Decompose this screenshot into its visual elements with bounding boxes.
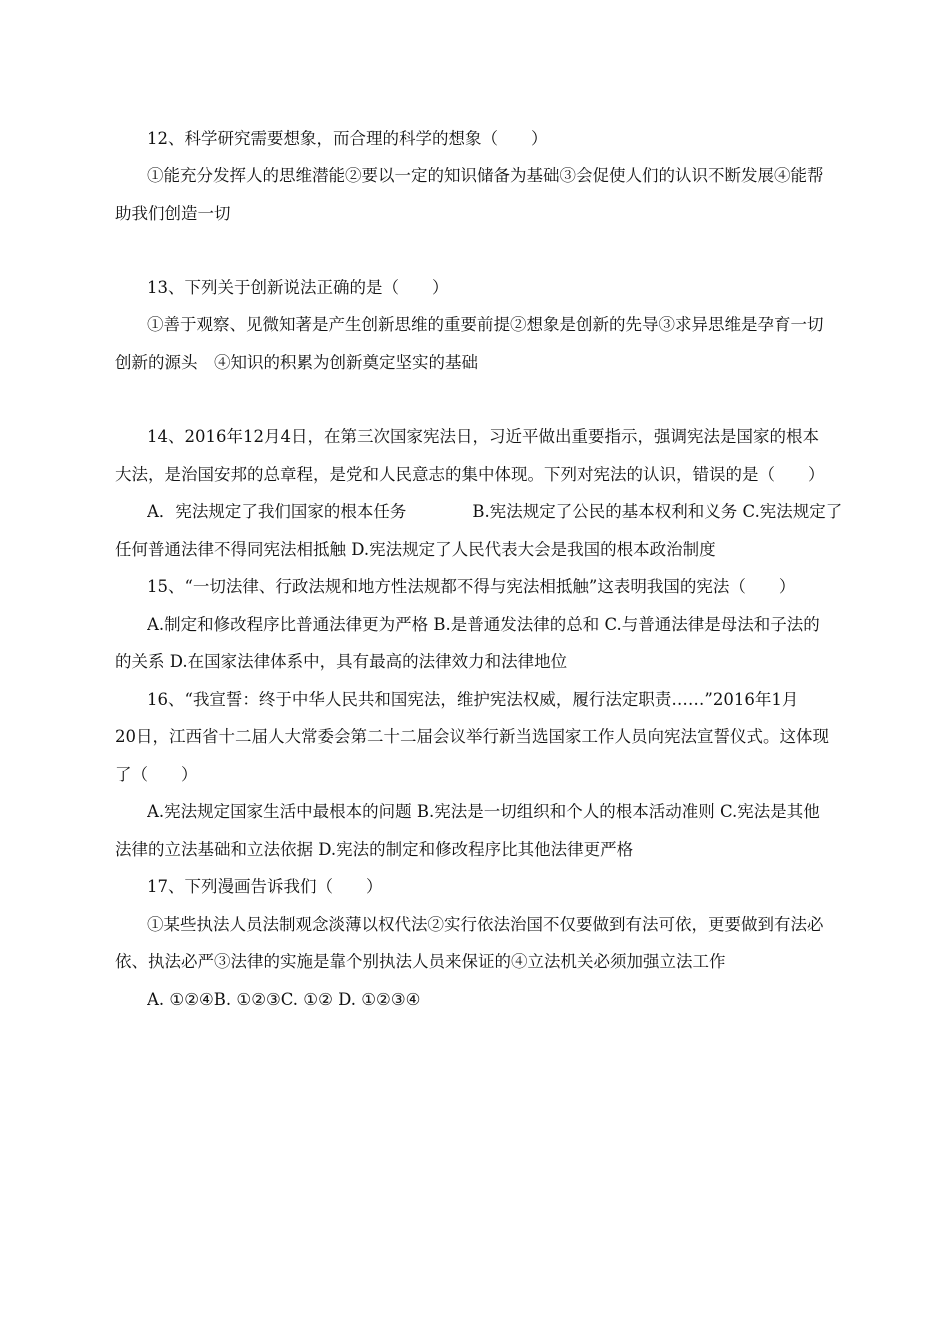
q14-options-line2: 任何普通法律不得同宪法相抵触 D.宪法规定了人民代表大会是我国的根本政治制度 (115, 540, 716, 559)
q13-statements-line1: ①善于观察、见微知著是产生创新思维的重要前提②想象是创新的先导③求异思维是孕育一切 (147, 315, 824, 334)
q12-stem: 12、科学研究需要想象，而合理的科学的想象（ ） (147, 129, 548, 148)
q14-options-line1: A．宪法规定了我们国家的根本任务 B.宪法规定了公民的基本权利和义务 C.宪法规定了 (147, 502, 843, 521)
q15-options-line2: 的关系 D.在国家法律体系中，具有最高的法律效力和法律地位 (115, 652, 568, 671)
q13-stem: 13、下列关于创新说法正确的是（ ） (147, 278, 449, 297)
q16-options-line2: 法律的立法基础和立法依据 D.宪法的制定和修改程序比其他法律更严格 (115, 840, 634, 859)
q13-statements-line2: 创新的源头 ④知识的积累为创新奠定坚实的基础 (115, 353, 478, 372)
q17-statements-line2: 依、执法必严③法律的实施是靠个别执法人员来保证的④立法机关必须加强立法工作 (115, 952, 726, 971)
q16-options-line1: A.宪法规定国家生活中最根本的问题 B.宪法是一切组织和个人的根本活动准则 C.宪法是其他 (147, 802, 820, 821)
q17-options: A. ①②④B. ①②③C. ①② D. ①②③④ (147, 990, 421, 1009)
q16-stem-line3: 了（ ） (115, 765, 198, 784)
q16-stem-line1: 16、“我宣誓：终于中华人民共和国宪法，维护宪法权威，履行法定职责……”2016年1月 (147, 690, 799, 709)
q16-stem-line2: 20日，江西省十二届人大常委会第二十二届会议举行新当选国家工作人员向宪法宣誓仪式。这体现 (115, 727, 829, 746)
q12-statements-line2: 助我们创造一切 (115, 204, 231, 223)
q12-statements-line1: ①能充分发挥人的思维潜能②要以一定的知识储备为基础③会促使人们的认识不断发展④能帮 (147, 166, 824, 185)
q14-stem-line2: 大法，是治国安邦的总章程，是党和人民意志的集中体现。下列对宪法的认识，错误的是（ ） (115, 465, 825, 484)
q15-options-line1: A.制定和修改程序比普通法律更为严格 B.是普通发法律的总和 C.与普通法律是母法和子法的 (147, 615, 820, 634)
q17-stem: 17、下列漫画告诉我们（ ） (147, 877, 383, 896)
q17-statements-line1: ①某些执法人员法制观念淡薄以权代法②实行依法治国不仅要做到有法可依，更要做到有法必 (147, 915, 824, 934)
q14-stem-line1: 14、2016年12月4日，在第三次国家宪法日，习近平做出重要指示，强调宪法是国家的根本 (147, 427, 819, 446)
q15-stem: 15、“一切法律、行政法规和地方性法规都不得与宪法相抵触”这表明我国的宪法（ ） (147, 577, 796, 596)
